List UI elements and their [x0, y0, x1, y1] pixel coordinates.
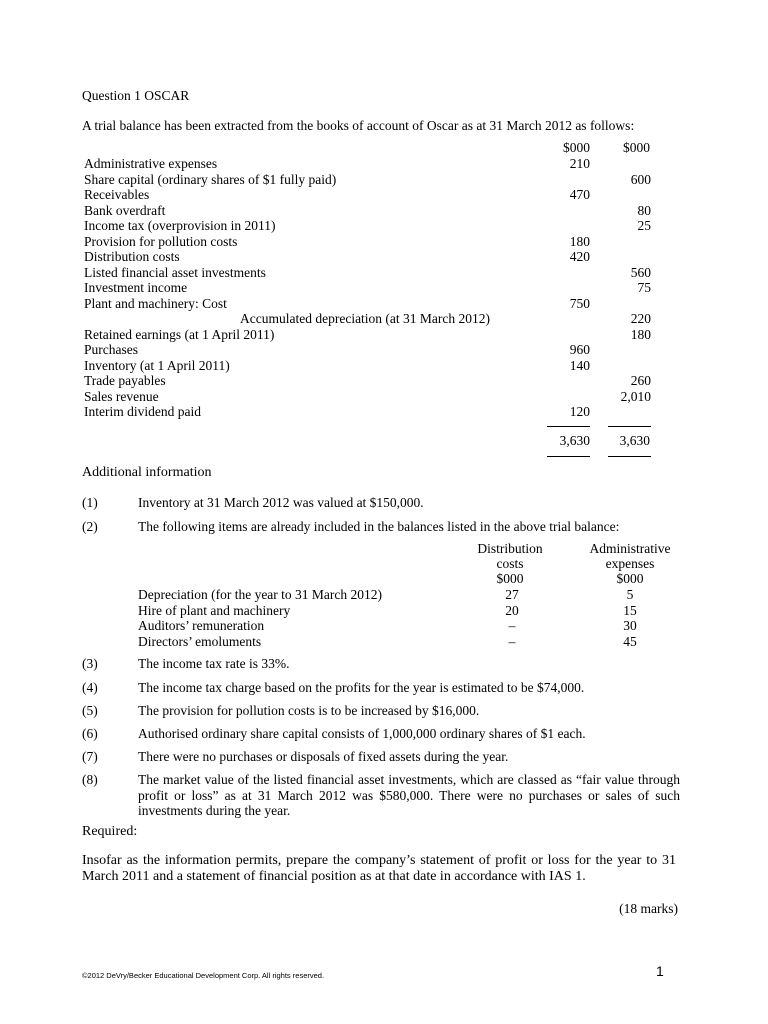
tb-row-credit: 25	[637, 218, 651, 233]
subtable-row-distribution: 27	[505, 587, 519, 602]
subtable-row-label: Auditors’ remuneration	[138, 618, 265, 633]
copyright-footer: ©2012 DeVry/Becker Educational Development Corp. All rights reserved.	[82, 971, 325, 980]
tb-header-credit: $000	[623, 140, 650, 155]
tb-row-label: Income tax (overprovision in 2011)	[84, 218, 276, 233]
tb-row-label: Listed financial asset investments	[84, 264, 266, 280]
tb-row-debit: 120	[569, 404, 590, 419]
additional-info-heading: Additional information	[82, 465, 212, 480]
required-heading: Required:	[82, 824, 138, 839]
note-text: Authorised ordinary share capital consists of 1,000,000 ordinary shares of $1 each.	[138, 726, 586, 741]
tb-row-label: Trade payables	[84, 373, 166, 388]
tb-row-label: Accumulated depreciation (at 31 March 2012)	[240, 311, 491, 326]
tb-row-label: Bank overdraft	[84, 202, 166, 218]
tb-row-debit: 420	[569, 249, 590, 264]
subtable-row-distribution: 20	[505, 602, 519, 618]
subtable-header-distribution: costs	[496, 556, 524, 571]
note-text: The following items are already included in the balances listed in the above trial balance:	[138, 519, 620, 534]
subtable-row-administrative: 5	[626, 587, 634, 602]
tb-row-debit: 470	[569, 187, 590, 202]
tb-total-debit: 3,630	[559, 433, 590, 448]
tb-row-label: Provision for pollution costs	[84, 233, 238, 249]
tb-row-credit: 75	[637, 280, 651, 295]
note-number: (1)	[82, 495, 98, 510]
tb-row-label: Retained earnings (at 1 April 2011)	[84, 326, 275, 342]
note-number: (2)	[82, 519, 98, 534]
tb-total-rule-debit	[547, 456, 590, 457]
question-title: Question 1 OSCAR	[82, 88, 190, 103]
tb-row-debit: 140	[569, 357, 590, 373]
tb-row-label: Share capital (ordinary shares of $1 fully paid)	[84, 171, 337, 187]
tb-row-debit: 210	[569, 156, 590, 171]
subtable-row-administrative: 30	[623, 618, 637, 633]
tb-row-label: Inventory (at 1 April 2011)	[84, 357, 230, 373]
tb-row-label: Investment income	[84, 280, 188, 295]
subtable-row-distribution: –	[508, 633, 516, 649]
note-text: The provision for pollution costs is to be increased by $16,000.	[138, 703, 480, 718]
subtable-header-administrative: $000	[616, 571, 644, 586]
tb-row-label: Purchases	[84, 342, 138, 357]
tb-rule-debit	[547, 426, 590, 427]
subtable-row-label: Directors’ emoluments	[138, 633, 262, 649]
intro-text: A trial balance has been extracted from the books of account of Oscar as at 31 March 2012 as follows:	[82, 118, 635, 133]
note-number: (8)	[82, 772, 98, 787]
tb-row-credit: 220	[630, 311, 651, 326]
tb-row-label: Plant and machinery: Cost	[84, 295, 227, 311]
note-text: There were no purchases or disposals of fixed assets during the year.	[138, 749, 509, 764]
subtable-header-distribution: Distribution	[477, 541, 543, 556]
subtable-row-administrative: 45	[623, 633, 637, 649]
note-number: (5)	[82, 703, 98, 718]
tb-row-credit: 2,010	[620, 388, 651, 404]
note-number: (3)	[82, 656, 98, 671]
note-text: The market value of the listed financial asset investments, which are classed as “fair value through profit or loss” as at 31 March 2012 was $580,000. There were no purchases or sales of such investments during the year.	[138, 772, 680, 818]
tb-total-credit: 3,630	[619, 433, 650, 448]
subtable-header-administrative: expenses	[605, 556, 655, 571]
tb-row-debit: 960	[569, 342, 590, 357]
subtable-header-distribution: $000	[496, 571, 524, 586]
tb-row-label: Interim dividend paid	[84, 404, 201, 419]
tb-total-rule-credit	[608, 456, 651, 457]
note-text: Inventory at 31 March 2012 was valued at $150,000.	[138, 495, 424, 510]
tb-row-credit: 560	[630, 264, 651, 280]
note-number: (4)	[82, 680, 98, 695]
tb-row-credit: 80	[637, 202, 651, 218]
subtable-header-administrative: Administrative	[589, 541, 671, 556]
subtable-row-distribution: –	[508, 618, 516, 633]
page-number: 1	[656, 963, 664, 979]
tb-row-credit: 180	[630, 326, 651, 342]
note-text: The income tax charge based on the profits for the year is estimated to be $74,000.	[138, 680, 585, 695]
subtable-row-label: Depreciation (for the year to 31 March 2012)	[138, 587, 383, 602]
tb-row-label: Sales revenue	[84, 388, 159, 404]
note-number: (6)	[82, 726, 98, 741]
subtable-row-administrative: 15	[623, 602, 637, 618]
tb-row-label: Administrative expenses	[84, 156, 218, 171]
note-text: The income tax rate is 33%.	[138, 656, 290, 671]
tb-row-credit: 260	[630, 373, 651, 388]
note-number: (7)	[82, 749, 98, 764]
tb-header-debit: $000	[563, 140, 590, 155]
tb-row-debit: 750	[569, 295, 590, 311]
marks: (18 marks)	[619, 901, 678, 916]
tb-row-credit: 600	[630, 171, 651, 187]
tb-row-label: Distribution costs	[84, 249, 180, 264]
subtable-row-label: Hire of plant and machinery	[138, 602, 291, 618]
tb-row-label: Receivables	[84, 187, 150, 202]
tb-row-debit: 180	[569, 233, 590, 249]
required-text: Insofar as the information permits, prepare the company’s statement of profit or loss for the year to 31 March 2011 and a statement of financial position as at that date in accordance with IAS 1.	[82, 853, 676, 884]
tb-rule-credit	[608, 426, 651, 427]
